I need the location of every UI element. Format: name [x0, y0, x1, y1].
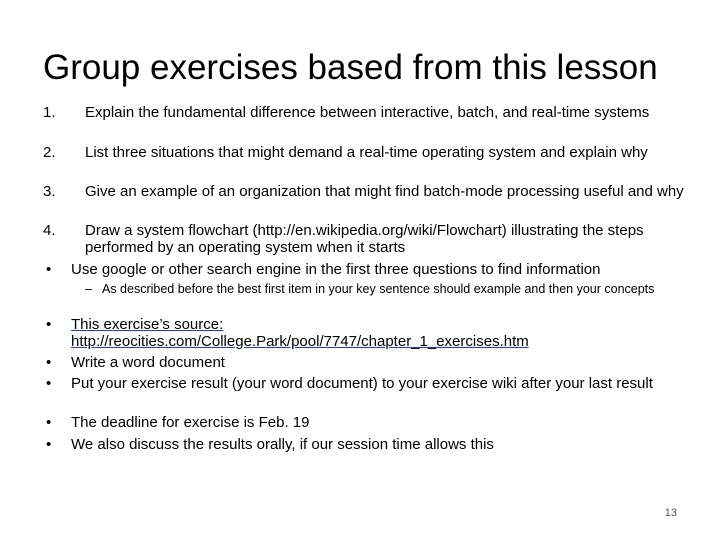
bullet-marker: •: [46, 375, 52, 392]
exercise-source-link[interactable]: This exercise’s source: http://reocities.com/College.Park/pool/7747/chapter_1_exercises.htm: [71, 316, 529, 350]
bullet-marker: •: [46, 261, 52, 278]
item-text: Draw a system flowchart (http://en.wikipedia.org/wiki/Flowchart) illustrating the steps performed by an operating system when it starts: [85, 222, 644, 256]
item-text: Give an example of an organization that might find batch-mode processing useful and why: [85, 183, 684, 200]
bullet-marker: •: [46, 316, 52, 333]
page-number: 13: [664, 507, 677, 519]
bullet-text: The deadline for exercise is Feb. 19: [71, 414, 310, 431]
bullet-marker: •: [46, 436, 52, 453]
bullet-text: We also discuss the results orally, if our session time allows this: [71, 436, 494, 453]
sub-bullet-marker: –: [85, 282, 92, 296]
slide-title: Group exercises based from this lesson: [43, 48, 658, 87]
bullet-marker: •: [46, 414, 52, 431]
bullet-text: Use google or other search engine in the first three questions to find information: [71, 261, 601, 278]
bullet-marker: •: [46, 354, 52, 371]
item-number: 3.: [43, 183, 56, 200]
item-text: List three situations that might demand a real-time operating system and explain why: [85, 144, 648, 161]
bullet-text: Write a word document: [71, 354, 225, 371]
item-number: 2.: [43, 144, 56, 161]
sub-bullet-text: As described before the best first item in your key sentence should example and then your concepts: [102, 282, 655, 296]
item-number: 4.: [43, 222, 56, 239]
bullet-text: Put your exercise result (your word document) to your exercise wiki after your last result: [71, 375, 653, 392]
item-number: 1.: [43, 104, 56, 121]
item-text: Explain the fundamental difference between interactive, batch, and real-time systems: [85, 104, 650, 121]
